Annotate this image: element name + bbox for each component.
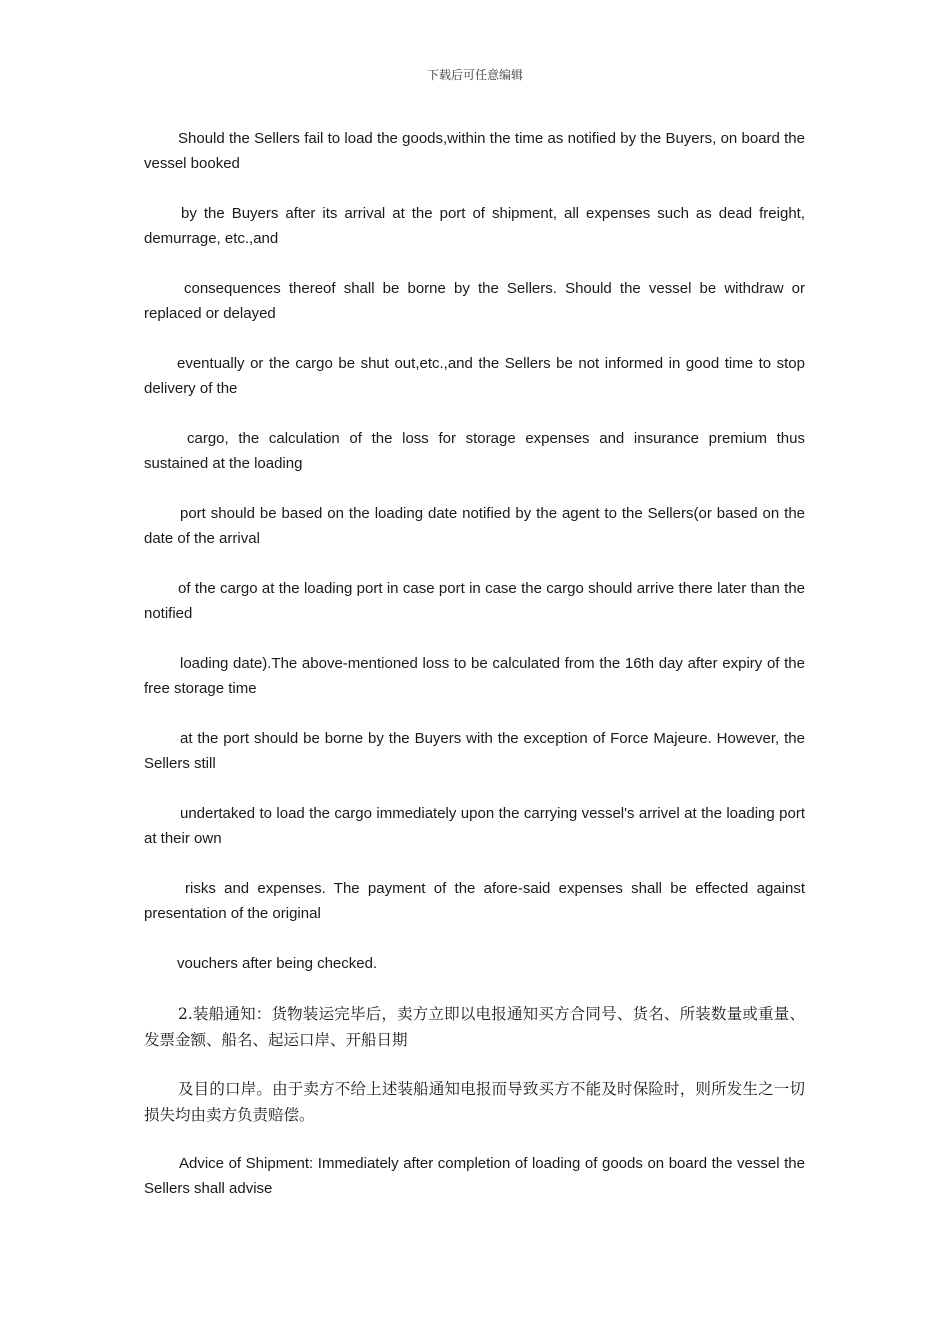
document-body [144, 126, 805, 1226]
paragraph: risks and expenses. The payment of the afore-said expenses shall be effected against presentation of the original [144, 880, 805, 922]
paragraph-cjk: 2.装船通知：货物装运完毕后，卖方立即以电报通知买方合同号、货名、所装数量或重量、发票金额、船名、起运口岸、开船日期 [144, 1005, 805, 1049]
paragraph-cjk: 及目的口岸。由于卖方不给上述装船通知电报而导致买方不能及时保险时，则所发生之一切损失均由卖方负责赔偿。 [144, 1080, 805, 1124]
paragraph: port should be based on the loading date notified by the agent to the Sellers(or based on the date of the arrival [144, 505, 805, 547]
paragraph: by the Buyers after its arrival at the port of shipment, all expenses such as dead freight, demurrage, etc.,and [144, 205, 805, 247]
paragraph: undertaked to load the cargo immediately upon the carrying vessel's arrivel at the loading port at their own [144, 805, 805, 847]
paragraph: eventually or the cargo be shut out,etc.,and the Sellers be not informed in good time to stop delivery of the [144, 355, 805, 397]
paragraph: loading date).The above-mentioned loss to be calculated from the 16th day after expiry of the free storage time [144, 655, 805, 697]
paragraph: vouchers after being checked. [177, 955, 378, 972]
paragraph: of the cargo at the loading port in case port in case the cargo should arrive there later than the notified [144, 580, 805, 622]
paragraph: cargo, the calculation of the loss for storage expenses and insurance premium thus sustained at the loading [144, 430, 805, 472]
paragraph: Should the Sellers fail to load the goods,within the time as notified by the Buyers, on board the vessel booked [144, 130, 805, 172]
page-header: 下载后可任意编辑 [426, 68, 523, 82]
paragraph: at the port should be borne by the Buyers with the exception of Force Majeure. However, the Sellers still [144, 730, 805, 772]
paragraph: consequences thereof shall be borne by the Sellers. Should the vessel be withdraw or replaced or delayed [144, 280, 805, 322]
paragraph: Advice of Shipment: Immediately after completion of loading of goods on board the vessel the Sellers shall advise [144, 1155, 805, 1197]
